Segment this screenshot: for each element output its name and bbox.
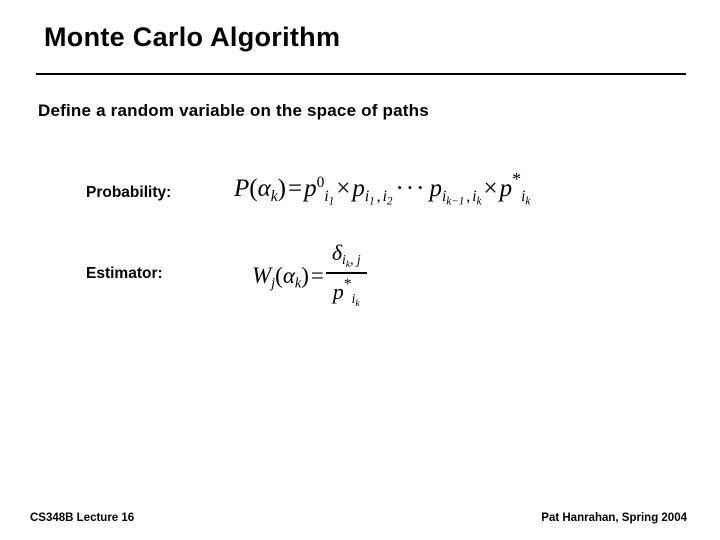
- title-divider: [36, 73, 686, 75]
- est-fraction: [326, 243, 367, 308]
- prob-ellipsis: ···: [395, 175, 427, 203]
- prob-lhs-alpha-sub: k: [270, 188, 278, 206]
- prob-times-1: ×: [336, 175, 351, 203]
- fraction-bar: [326, 272, 367, 274]
- est-equals: =: [310, 262, 324, 288]
- page-title: Monte Carlo Algorithm: [44, 22, 341, 52]
- prob-lhs-fn: P: [234, 175, 250, 203]
- est-numerator: $\delta_{i_k, j}$: [331, 241, 361, 271]
- prob-equals: =: [287, 175, 303, 203]
- probability-label: Probability:: [86, 184, 172, 201]
- footer-course: CS348B Lecture 16: [30, 512, 135, 524]
- prob-term2-base: p: [352, 175, 365, 203]
- est-lhs-fn: W: [252, 262, 272, 288]
- prob-term3-base: p: [429, 175, 442, 203]
- est-lhs-alpha: α: [282, 262, 295, 288]
- estimator-label: Estimator:: [86, 265, 163, 282]
- prob-term4-sup: *: [512, 169, 522, 189]
- prob-term4-sub: ik: [521, 188, 531, 208]
- est-lhs-fn-sub: j: [271, 275, 276, 292]
- prob-times-2: ×: [483, 175, 498, 203]
- probability-equation: $P(\alpha_k)=p^0_{i_1}\times p_{i_1 , i_2}$ ··· $p_{i_{k-1} , i_k}\times p^*_{i_k}$: [234, 169, 531, 208]
- prob-lhs-alpha: α: [257, 175, 271, 203]
- est-denominator: $p^*_{i_k}$: [332, 275, 360, 309]
- slide-subtitle: Define a random variable on the space of paths: [38, 101, 429, 120]
- prob-term4-base: p: [499, 175, 513, 203]
- footer-author: Pat Hanrahan, Spring 2004: [541, 512, 687, 524]
- est-lhs-alpha-sub: k: [294, 275, 302, 292]
- prob-term1-base: p: [304, 175, 317, 203]
- prob-term2-sub: i1 , i2: [364, 188, 393, 208]
- prob-term1-sup: 0: [316, 173, 325, 191]
- prob-term1-sub: i1: [324, 188, 335, 208]
- estimator-equation: $W_j(\alpha_k)=$ $\frac{\delta_{i_k, j}}{p^*_{i_k}}$: [252, 245, 367, 310]
- prob-term3-sub: ik−1 , ik: [441, 188, 482, 208]
